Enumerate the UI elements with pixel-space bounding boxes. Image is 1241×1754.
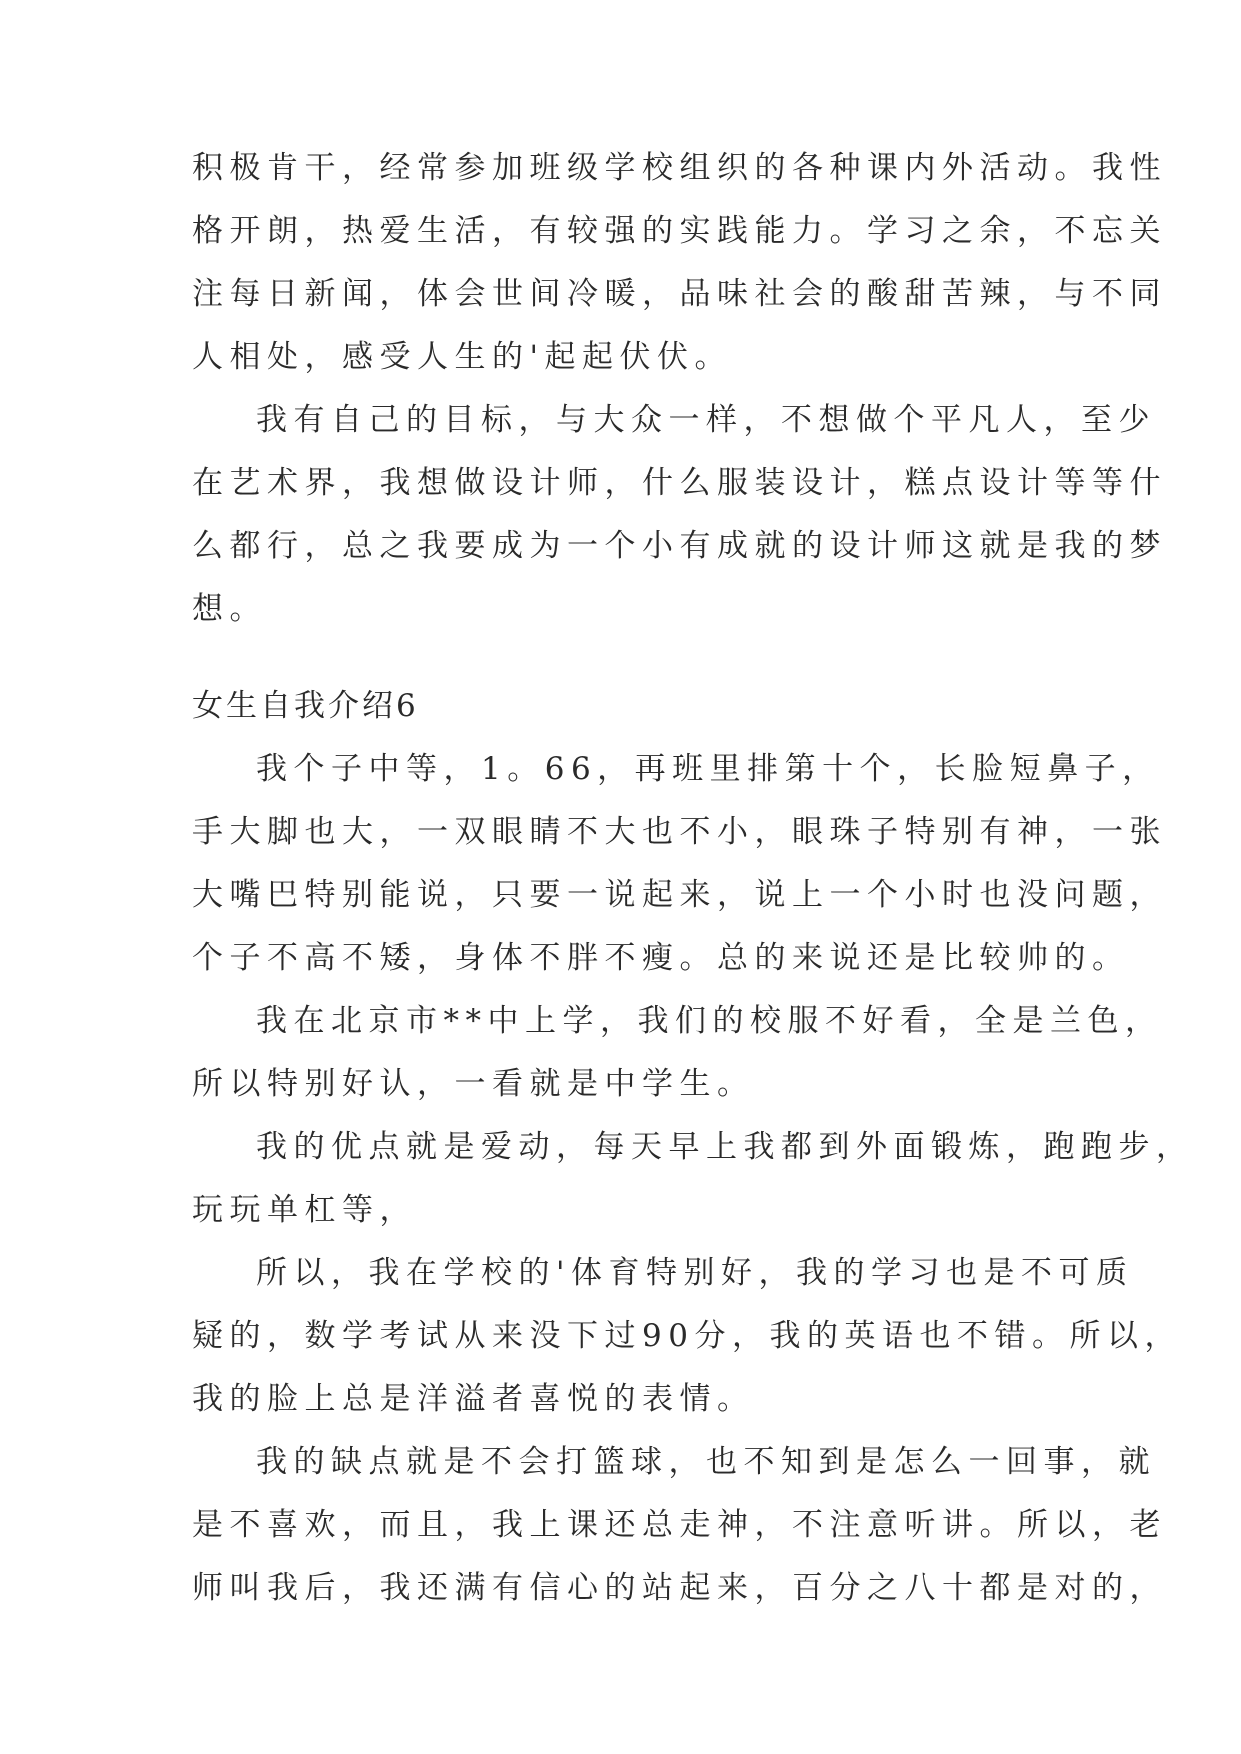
paragraph-line: 注每日新闻，体会世间冷暖，品味社会的酸甜苦辣，与不同 xyxy=(192,276,1167,312)
paragraph-line: 我的缺点就是不会打篮球，也不知到是怎么一回事，就 xyxy=(256,1444,1156,1480)
paragraph-line: 手大脚也大，一双眼睛不大也不小，眼珠子特别有神，一张 xyxy=(192,814,1167,850)
paragraph-line: 大嘴巴特别能说，只要一说起来，说上一个小时也没问题， xyxy=(192,877,1167,913)
paragraph-line: 格开朗，热爱生活，有较强的实践能力。学习之余，不忘关 xyxy=(192,213,1167,249)
paragraph-line: 我的优点就是爱动，每天早上我都到外面锻炼，跑跑步， xyxy=(256,1129,1194,1165)
paragraph-line: 人相处，感受人生的'起起伏伏。 xyxy=(192,339,733,375)
paragraph-line: 我有自己的目标，与大众一样，不想做个平凡人，至少 xyxy=(256,402,1156,438)
paragraph-line: 疑的，数学考试从来没下过90分，我的英语也不错。所以， xyxy=(192,1318,1182,1354)
paragraph-line: 是不喜欢，而且，我上课还总走神，不注意听讲。所以，老 xyxy=(192,1507,1167,1543)
paragraph-line: 所以，我在学校的'体育特别好，我的学习也是不可质 xyxy=(256,1255,1134,1291)
section-title: 女生自我介绍6 xyxy=(192,688,419,724)
paragraph-line: 个子不高不矮，身体不胖不瘦。总的来说还是比较帅的。 xyxy=(192,940,1130,976)
paragraph-line: 么都行，总之我要成为一个小有成就的设计师这就是我的梦 xyxy=(192,528,1167,564)
paragraph-line: 想。 xyxy=(192,591,267,627)
paragraph-line: 我在北京市**中上学，我们的校服不好看，全是兰色， xyxy=(256,1003,1163,1039)
paragraph-line: 我的脸上总是洋溢者喜悦的表情。 xyxy=(192,1381,755,1417)
paragraph-line: 师叫我后，我还满有信心的站起来，百分之八十都是对的， xyxy=(192,1570,1167,1606)
paragraph-line: 在艺术界，我想做设计师，什么服装设计，糕点设计等等什 xyxy=(192,465,1167,501)
paragraph-line: 我个子中等，1。66，再班里排第十个，长脸短鼻子， xyxy=(256,751,1160,787)
paragraph-line: 所以特别好认，一看就是中学生。 xyxy=(192,1066,755,1102)
paragraph-line: 积极肯干，经常参加班级学校组织的各种课内外活动。我性 xyxy=(192,150,1167,186)
paragraph-line: 玩玩单杠等， xyxy=(192,1192,417,1228)
